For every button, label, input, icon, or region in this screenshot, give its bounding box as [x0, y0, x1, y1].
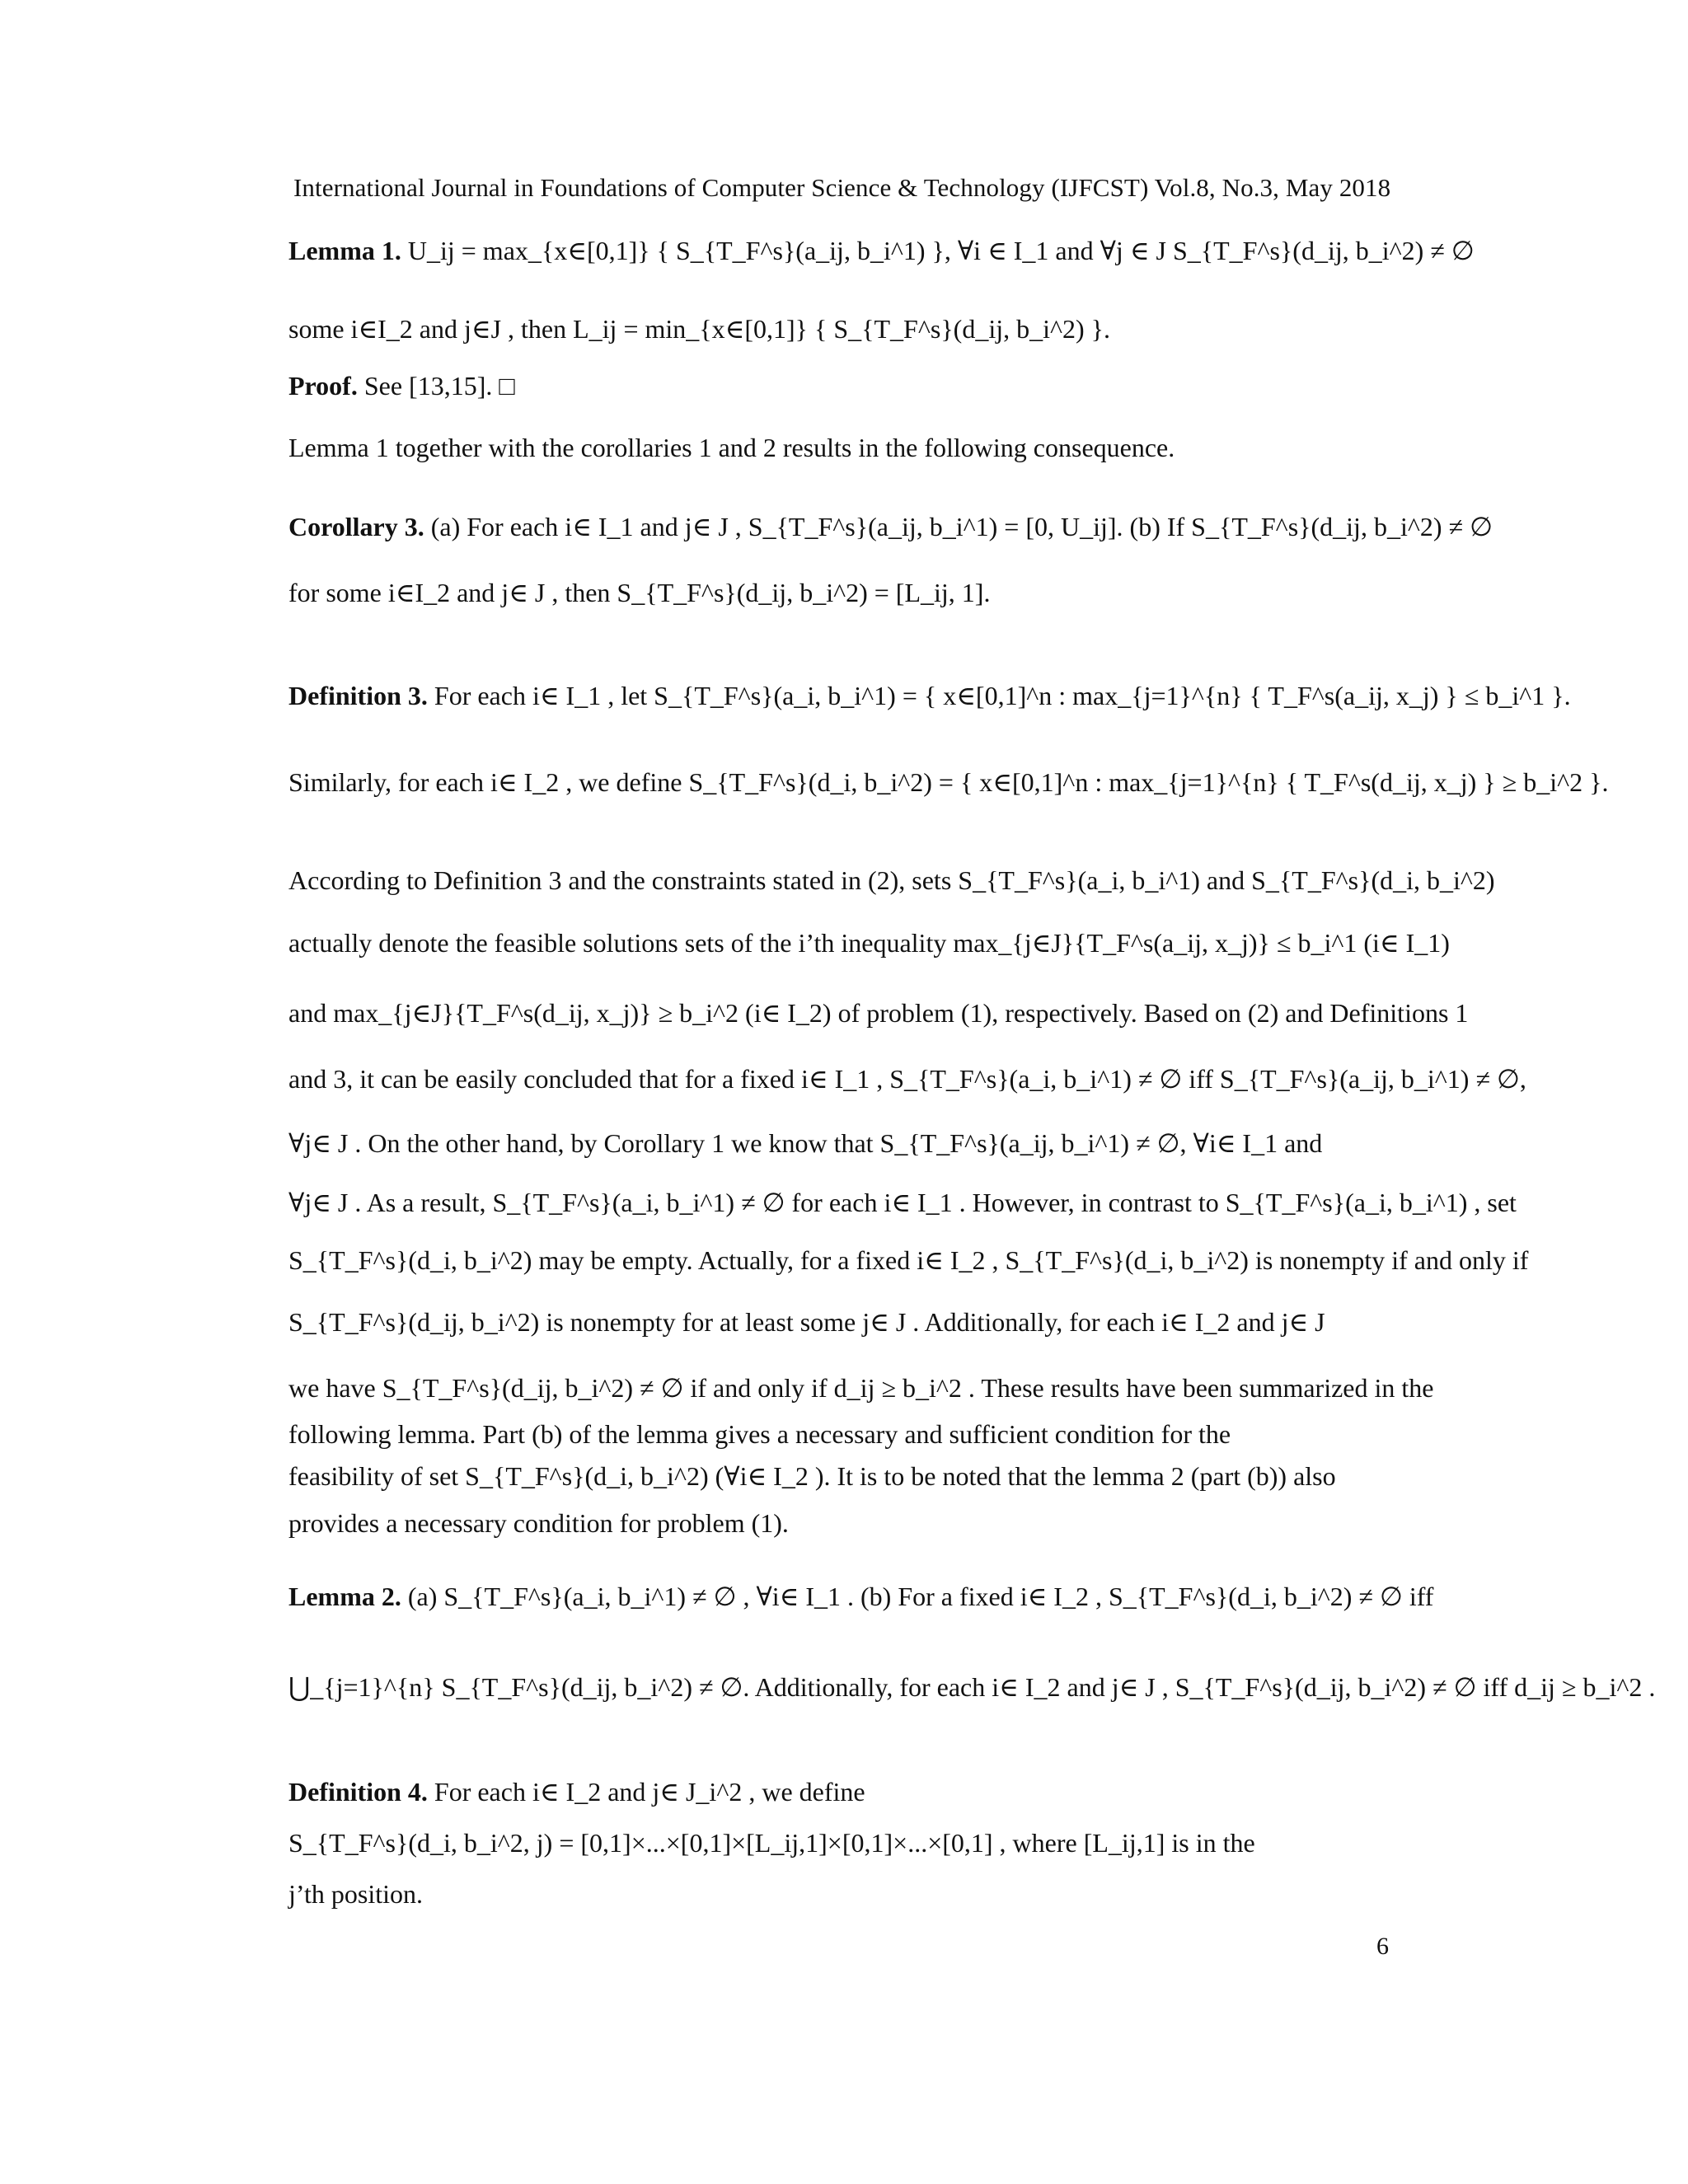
corollary-3-label: Corollary 3.	[288, 512, 424, 541]
paragraph-line-10: following lemma. Part (b) of the lemma gives a necessary and sufficient condition for the	[288, 1419, 1231, 1449]
lemma-1-formula-a: U_ij = max_{x∈[0,1]} { S_{T_F^s}(a_ij, b_i^1) }, ∀i ∈ I_1 and ∀j ∈ J	[407, 236, 1166, 265]
lemma-1-label: Lemma 1.	[288, 236, 401, 265]
corollary-3-line-2: for some i∈I_2 and j∈ J , then S_{T_F^s}(d_ij, b_i^2) = [L_ij, 1].	[288, 578, 991, 607]
paragraph-line-6: ∀j∈ J . As a result, S_{T_F^s}(a_i, b_i^1) ≠ ∅ for each i∈ I_1 . However, in contrast to S_{T_F^s}(a_i, b_i^1) , set	[288, 1188, 1517, 1217]
definition-3-label: Definition 3.	[288, 681, 428, 710]
paragraph-line-11: feasibility of set S_{T_F^s}(d_i, b_i^2) (∀i∈ I_2 ). It is to be noted that the lemma 2 (part (b)) also	[288, 1461, 1336, 1491]
paragraph-line-2: actually denote the feasible solutions sets of the i’th inequality max_{j∈J}{T_F^s(a_ij, x_j)} ≤ b_i^1 (i∈ I_1)	[288, 928, 1450, 958]
lemma-2-text-1: (a) S_{T_F^s}(a_i, b_i^1) ≠ ∅ , ∀i∈ I_1 . (b) For a fixed i∈ I_2 , S_{T_F^s}(d_i, b_i^2) ≠ ∅ iff	[407, 1582, 1434, 1611]
lemma-2-label: Lemma 2.	[288, 1582, 401, 1611]
definition-3-text-1: For each i∈ I_1 , let S_{T_F^s}(a_i, b_i^1) = { x∈[0,1]^n : max_{j=1}^{n} { T_F^s(a_ij, x_j) } ≤ b_i^1 }.	[434, 681, 1571, 710]
paragraph-line-1: According to Definition 3 and the constraints stated in (2), sets S_{T_F^s}(a_i, b_i^1) and S_{T_F^s}(d_i, b_i^2)	[288, 865, 1495, 895]
definition-4-label: Definition 4.	[288, 1777, 428, 1807]
lemma-2-line-2: ⋃_{j=1}^{n} S_{T_F^s}(d_ij, b_i^2) ≠ ∅. Additionally, for each i∈ I_2 and j∈ J , S_{T_F^s}(d_ij, b_i^2) ≠ ∅ iff d_ij ≥ b_i^2 .	[288, 1672, 1656, 1702]
running-header: International Journal in Foundations of Computer Science & Technology (IJFCST) Vol.8, No.3, May 2018	[293, 173, 1391, 202]
paragraph-line-9: we have S_{T_F^s}(d_ij, b_i^2) ≠ ∅ if and only if d_ij ≥ b_i^2 . These results have been summarized in the	[288, 1373, 1434, 1403]
paragraph-line-12: provides a necessary condition for problem (1).	[288, 1508, 789, 1538]
page-number: 6	[1376, 1933, 1389, 1960]
lemma-1-line-1	[288, 235, 1475, 266]
proof-line	[288, 371, 1396, 401]
corollary-3-text-1: (a) For each i∈ I_1 and j∈ J , S_{T_F^s}(a_ij, b_i^1) = [0, U_ij]. (b) If S_{T_F^s}(d_ij, b_i^2) ≠ ∅	[430, 512, 1493, 541]
paragraph-line-7: S_{T_F^s}(d_i, b_i^2) may be empty. Actually, for a fixed i∈ I_2 , S_{T_F^s}(d_i, b_i^2) is nonempty if and only if	[288, 1245, 1529, 1275]
definition-4-line-2: S_{T_F^s}(d_i, b_i^2, j) = [0,1]×...×[0,1]×[L_ij,1]×[0,1]×...×[0,1] , where [L_ij,1] is in the	[288, 1828, 1255, 1858]
corollary-3-line-1	[288, 511, 1493, 542]
lemma-1-line-2: some i∈I_2 and j∈J , then L_ij = min_{x∈[0,1]} { S_{T_F^s}(d_ij, b_i^2) }.	[288, 314, 1111, 344]
paragraph-line-5: ∀j∈ J . On the other hand, by Corollary 1 we know that S_{T_F^s}(a_ij, b_i^1) ≠ ∅, ∀i∈ I_1 and	[288, 1128, 1323, 1158]
paragraph-line-8: S_{T_F^s}(d_ij, b_i^2) is nonempty for at least some j∈ J . Additionally, for each i∈ I_2 and j∈ J	[288, 1307, 1325, 1337]
definition-4-line-1	[288, 1776, 1396, 1807]
definition-3-line-1	[288, 680, 1571, 711]
proof-text: See [13,15]. □	[363, 371, 515, 401]
definition-4-line-3: j’th position.	[288, 1879, 423, 1909]
definition-3-line-2: Similarly, for each i∈ I_2 , we define S_{T_F^s}(d_i, b_i^2) = { x∈[0,1]^n : max_{j=1}^{n} { T_F^s(d_ij, x_j) } ≥ b_i^2 }.	[288, 767, 1609, 797]
lemma-1-condition-b: S_{T_F^s}(d_ij, b_i^2) ≠ ∅	[1172, 236, 1475, 265]
definition-4-text-1: For each i∈ I_2 and j∈ J_i^2 , we define	[434, 1777, 865, 1807]
transition-text: Lemma 1 together with the corollaries 1 and 2 results in the following consequence.	[288, 433, 1175, 462]
paragraph-line-3: and max_{j∈J}{T_F^s(d_ij, x_j)} ≥ b_i^2 (i∈ I_2) of problem (1), respectively. Based on (2) and Definitions 1	[288, 998, 1469, 1028]
lemma-2-line-1	[288, 1581, 1434, 1612]
proof-label: Proof.	[288, 371, 358, 401]
paragraph-line-4: and 3, it can be easily concluded that for a fixed i∈ I_1 , S_{T_F^s}(a_i, b_i^1) ≠ ∅ iff S_{T_F^s}(a_ij, b_i^1) ≠ ∅,	[288, 1064, 1526, 1094]
